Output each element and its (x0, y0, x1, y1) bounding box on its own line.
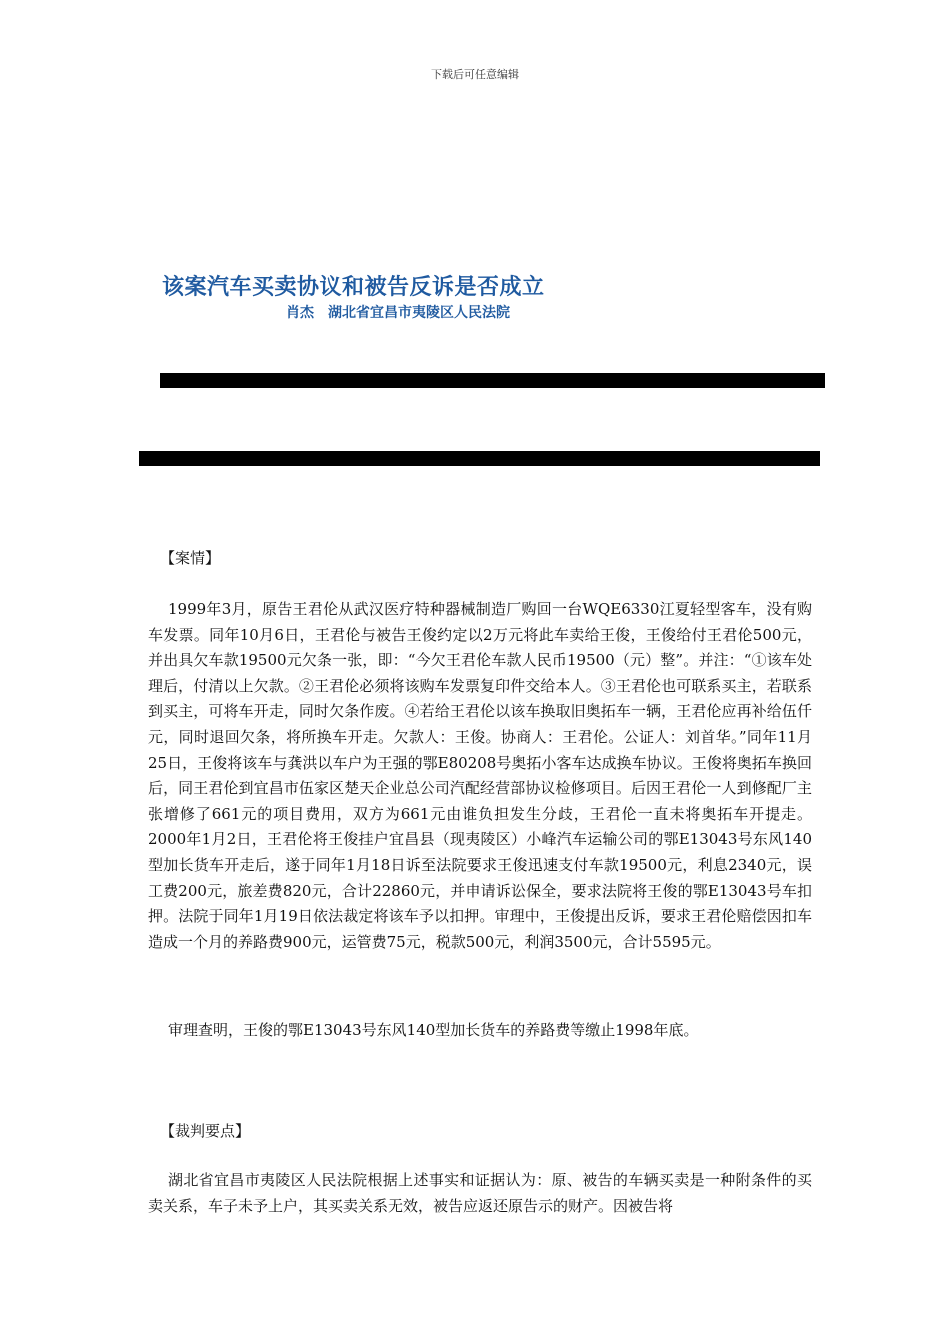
section-heading-case: 【案情】 (160, 549, 221, 567)
case-paragraph-1: 1999年3月，原告王君伦从武汉医疗特种器械制造厂购回一台WQE6330江夏轻型客车，没有购车发票。同年10月6日，王君伦与被告王俊约定以2万元将此车卖给王俊，王俊给付王君伦500元，并出具欠车款19500元欠条一张，即：“今欠王君伦车款人民币19500（元）整”。并注：“①该车处理后，付清以上欠款。②王君伦必须将该购车发票复印件交给本人。③王君伦也可联系买主，若联系到买主，可将车开走，同时欠条作废。④若给王君伦以该车换取旧奥拓车一辆，王君伦应再补给伍仟元，同时退回欠条，将所换车开走。欠款人：王俊。协商人：王君伦。公证人：刘首华。”同年11月25日，王俊将该车与龚洪以车户为王强的鄂E80208号奥拓小客车达成换车协议。王俊将奥拓车换回后，同王君伦到宜昌市伍家区楚天企业总公司汽配经营部协议检修项目。后因王君伦一人到修配厂主张增修了661元的项目费用，双方为661元由谁负担发生分歧，王君伦一直未将奥拓车开提走。2000年1月2日，王君伦将王俊挂户宜昌县（现夷陵区）小峰汽车运输公司的鄂E13043号东风140型加长货车开走后，遂于同年1月18日诉至法院要求王俊迅速支付车款19500元，利息2340元，误工费200元，旅差费820元，合计22860元，并申请诉讼保全，要求法院将王俊的鄂E13043号车扣押。法院于同年1月19日依法裁定将该车予以扣押。审理中，王俊提出反诉，要求王君伦赔偿因扣车造成一个月的养路费900元，运管费75元，税款500元，利润3500元，合计5595元。 (148, 600, 812, 951)
document-title: 该案汽车买卖协议和被告反诉是否成立 (162, 275, 545, 300)
header-note: 下载后可任意编辑 (431, 68, 519, 81)
author-line (286, 302, 524, 322)
section-heading-ruling: 【裁判要点】 (160, 1122, 251, 1140)
ruling-paragraph-1: 湖北省宜昌市夷陵区人民法院根据上述事实和证据认为：原、被告的车辆买卖是一种附条件的买卖关系，车子未予上户，其买卖关系无效，被告应返还原告示的财产。因被告将 (148, 1171, 812, 1215)
author-name: 肖杰 (286, 305, 314, 321)
case-paragraph-2: 审理查明，王俊的鄂E13043号东风140型加长货车的养路费等缴止1998年底。 (168, 1021, 699, 1039)
decorative-bar-bottom (139, 451, 820, 466)
decorative-bar-top (160, 373, 825, 388)
author-affiliation: 湖北省宜昌市夷陵区人民法院 (328, 305, 510, 321)
